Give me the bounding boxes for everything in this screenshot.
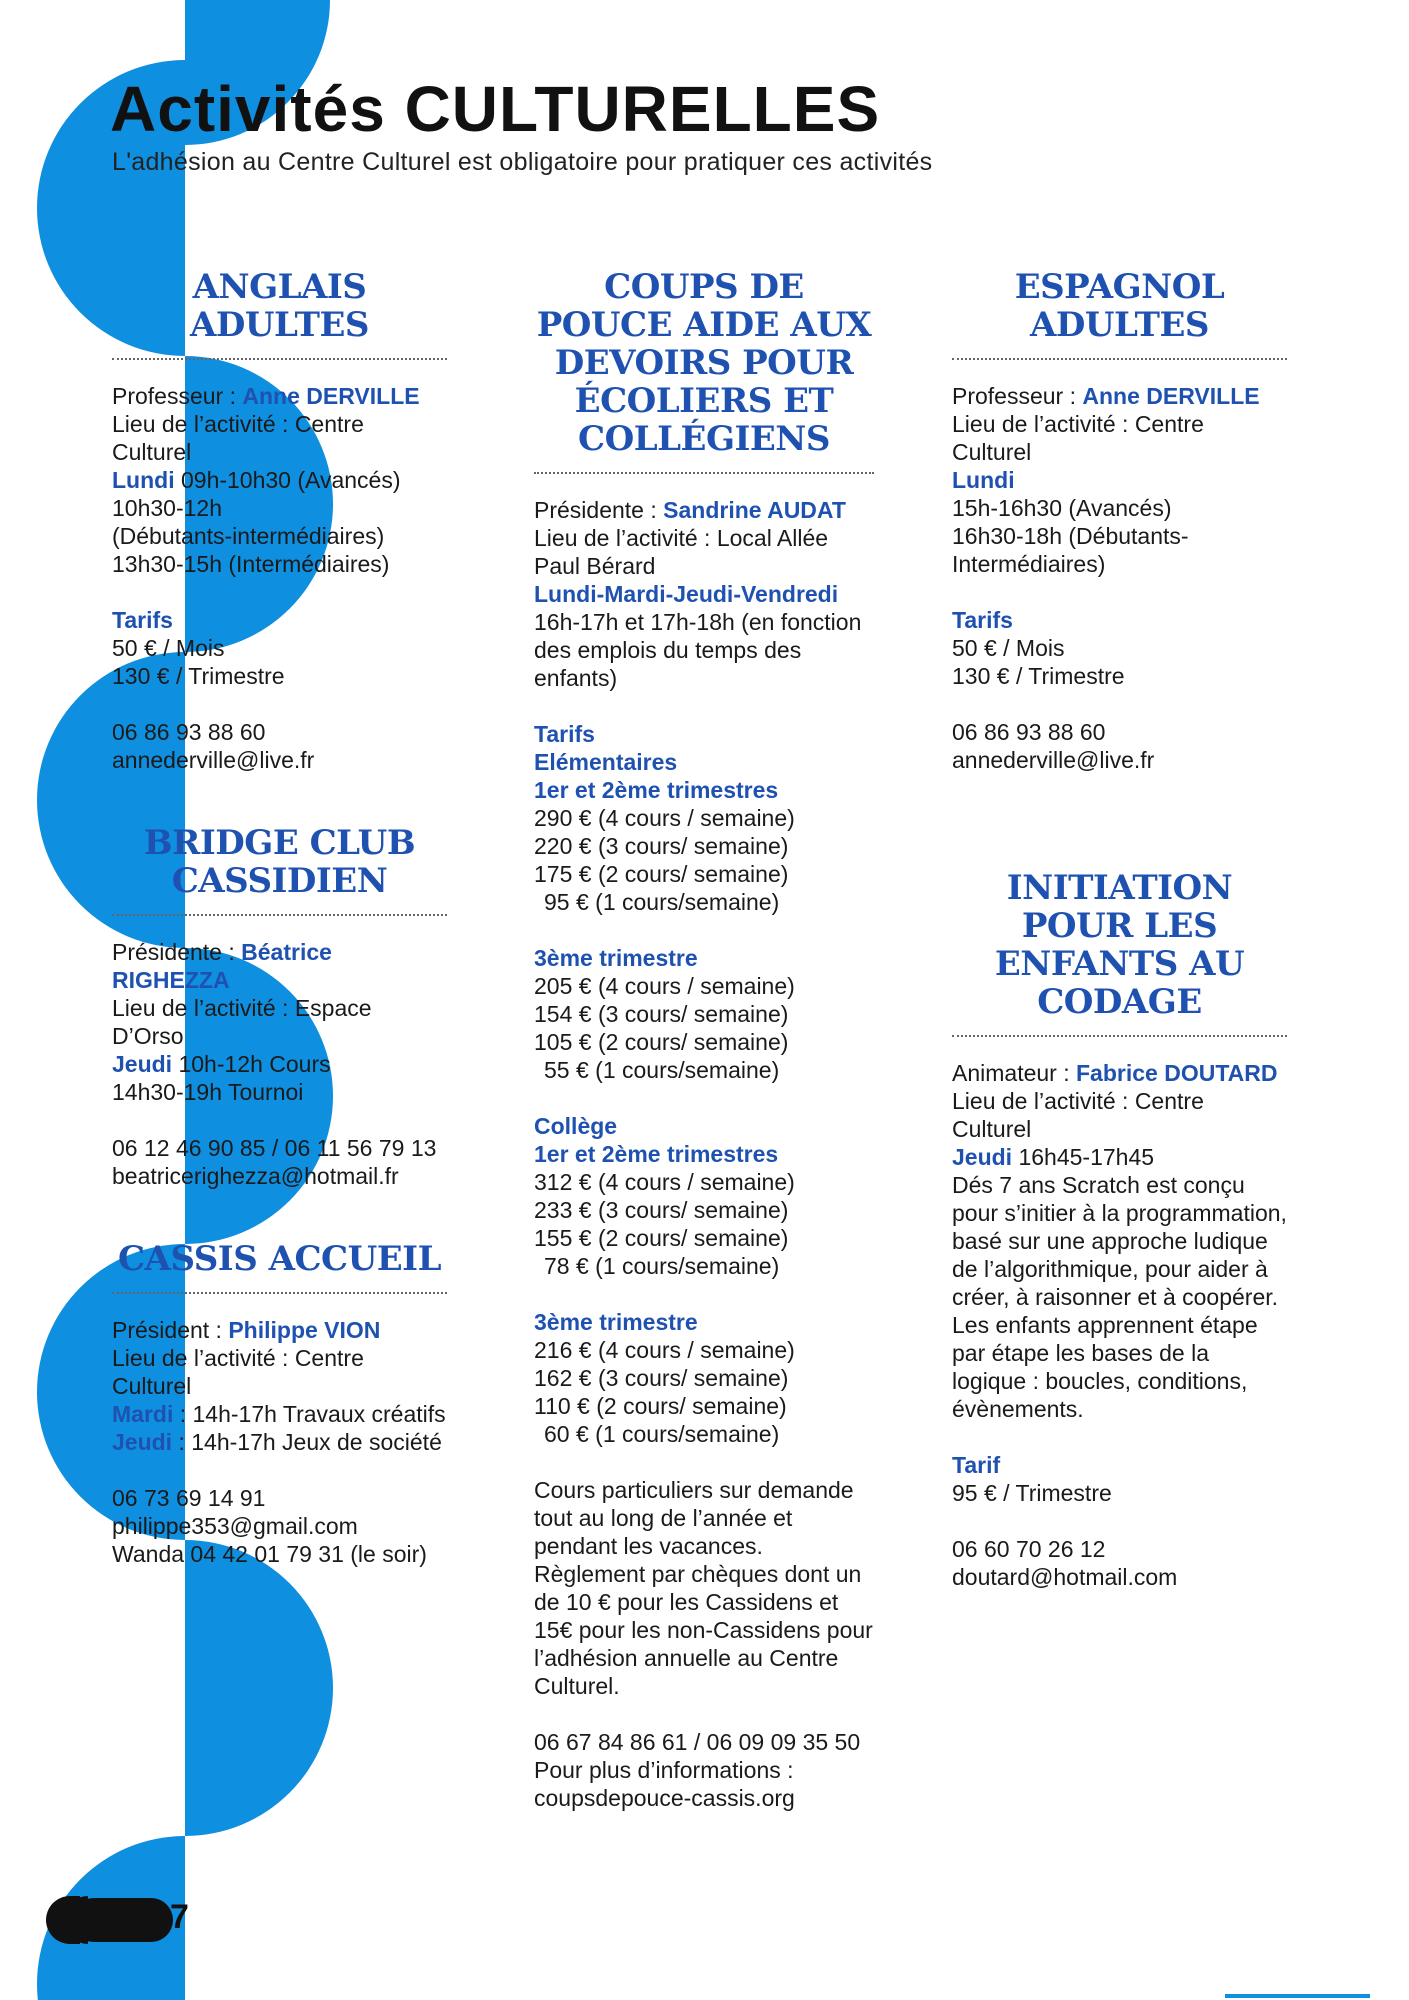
email: annederville@live.fr <box>952 747 1155 773</box>
section-title: ANGLAIS ADULTES <box>112 268 447 360</box>
price-line: 233 € (3 cours/ semaine) <box>534 1197 789 1223</box>
phone: 06 60 70 26 12 <box>952 1536 1106 1562</box>
price-line: 60 € (1 cours/semaine) <box>544 1421 780 1447</box>
pres-name: Béatrice RIGHEZZA <box>112 939 332 993</box>
tarif: 130 € / Trimestre <box>952 663 1125 689</box>
college-label: Collège <box>534 1113 618 1139</box>
phone: 06 67 84 86 61 / 06 09 09 35 50 <box>534 1729 861 1755</box>
logo-icon <box>46 1896 173 1944</box>
pres-label: Président : <box>112 1317 229 1343</box>
tarif: 50 € / Mois <box>952 635 1065 661</box>
pres-name: Philippe VION <box>228 1317 381 1343</box>
schedule-line: 13h30-15h (Intermédiaires) <box>112 551 390 577</box>
page-subtitle: L'adhésion au Centre Culturel est obligatoire pour pratiquer ces activités <box>112 148 933 176</box>
price-line: 216 € (4 cours / semaine) <box>534 1337 795 1363</box>
email: doutard@hotmail.com <box>952 1564 1178 1590</box>
section-title: INITIATION POUR LES ENFANTS AU CODAGE <box>952 869 1287 1037</box>
day: Mardi <box>112 1401 174 1427</box>
price-line: 105 € (2 cours/ semaine) <box>534 1029 789 1055</box>
day: Jeudi <box>112 1429 173 1455</box>
section-title: CASSIS ACCUEIL <box>112 1240 447 1294</box>
lieu: Lieu de l’activité : Centre Culturel <box>952 411 1204 465</box>
prof-label: Professeur : <box>952 383 1083 409</box>
footer-accent-line <box>1225 1994 1370 1998</box>
trimester-label: 3ème trimestre <box>534 945 698 971</box>
schedule-line: 14h30-19h Tournoi <box>112 1079 304 1105</box>
price-line: 312 € (4 cours / semaine) <box>534 1169 795 1195</box>
day: Lundi <box>112 467 175 493</box>
section-title: ESPAGNOL ADULTES <box>952 268 1287 360</box>
email: annederville@live.fr <box>112 747 315 773</box>
schedule-line: (Débutants-intermédiaires) <box>112 523 385 549</box>
schedule-line: : 14h-17h Travaux créatifs <box>173 1401 446 1427</box>
cassis-section <box>112 1240 447 1568</box>
day: Jeudi <box>952 1144 1013 1170</box>
pres-label: Présidente : <box>112 939 242 965</box>
trimester-label: 1er et 2ème trimestres <box>534 1141 779 1167</box>
prof-name: Anne DERVILLE <box>242 383 420 409</box>
elementaires-label: Elémentaires <box>534 749 678 775</box>
price-line: 154 € (3 cours/ semaine) <box>534 1001 789 1027</box>
tarifs-label: Tarifs <box>112 607 173 633</box>
phone: 06 86 93 88 60 <box>952 719 1106 745</box>
lieu: Lieu de l’activité : Espace D’Orso <box>112 995 372 1049</box>
tarifs-label: Tarifs <box>534 721 595 747</box>
price-line: 55 € (1 cours/semaine) <box>544 1057 780 1083</box>
extra-contact: Wanda 04 42 01 79 31 (le soir) <box>112 1541 427 1567</box>
page-number: 7 <box>170 1898 189 1936</box>
schedule-line: 10h30-12h <box>112 495 222 521</box>
tarif: 130 € / Trimestre <box>112 663 285 689</box>
prof-name: Anne DERVILLE <box>1082 383 1260 409</box>
lieu: Lieu de l’activité : Local Allée Paul Bérard <box>534 525 829 579</box>
phone: 06 73 69 14 91 <box>112 1485 266 1511</box>
page-title: Activités CULTURELLES <box>110 73 881 145</box>
day: Lundi <box>952 467 1015 493</box>
right-column <box>952 268 1287 1631</box>
days: Lundi-Mardi-Jeudi-Vendredi <box>534 581 839 607</box>
hours: 16h-17h et 17h-18h (en fonction des emplois du temps des enfants) <box>534 609 862 691</box>
left-column <box>112 268 447 1608</box>
tarif: 95 € / Trimestre <box>952 1480 1112 1506</box>
price-line: 220 € (3 cours/ semaine) <box>534 833 789 859</box>
espagnol-section <box>952 268 1287 774</box>
schedule-line: 16h30-18h (Débutants-Intermédiaires) <box>952 523 1189 577</box>
email: beatricerighezza@hotmail.fr <box>112 1163 399 1189</box>
info-label: Pour plus d’informations : <box>534 1757 794 1783</box>
pres-name: Sandrine AUDAT <box>663 497 846 523</box>
price-line: 205 € (4 cours / semaine) <box>534 973 795 999</box>
email: philippe353@gmail.com <box>112 1513 358 1539</box>
schedule-line: 15h-16h30 (Avancés) <box>952 495 1172 521</box>
middle-column <box>534 268 874 1852</box>
price-line: 155 € (2 cours/ semaine) <box>534 1225 789 1251</box>
price-line: 175 € (2 cours/ semaine) <box>534 861 789 887</box>
anim-name: Fabrice DOUTARD <box>1076 1060 1278 1086</box>
schedule-line: : 14h-17h Jeux de société <box>172 1429 442 1455</box>
schedule-line: 10h-12h Cours <box>172 1051 331 1077</box>
lieu: Lieu de l’activité : Centre Culturel <box>112 1345 364 1399</box>
price-line: 290 € (4 cours / semaine) <box>534 805 795 831</box>
price-line: 78 € (1 cours/semaine) <box>544 1253 780 1279</box>
codage-section <box>952 869 1287 1591</box>
hours: 16h45-17h45 <box>1012 1144 1155 1170</box>
tarif: 50 € / Mois <box>112 635 225 661</box>
reglement-note: Règlement par chèques dont un de 10 € pour les Cassidens et 15€ pour les non-Cassidens pour l’adhésion annuelle au Centre Culturel. <box>534 1561 873 1699</box>
price-line: 162 € (3 cours/ semaine) <box>534 1365 789 1391</box>
day: Jeudi <box>112 1051 173 1077</box>
lieu: Lieu de l’activité : Centre Culturel <box>112 411 364 465</box>
tarif-label: Tarif <box>952 1452 1001 1478</box>
phone: 06 86 93 88 60 <box>112 719 266 745</box>
tarifs-label: Tarifs <box>952 607 1013 633</box>
particuliers-note: Cours particuliers sur demande tout au long de l’année et pendant les vacances. <box>534 1477 854 1559</box>
pres-label: Présidente : <box>534 497 664 523</box>
website-link[interactable]: coupsdepouce-cassis.org <box>534 1785 795 1811</box>
trimester-label: 3ème trimestre <box>534 1309 698 1335</box>
trimester-label: 1er et 2ème trimestres <box>534 777 779 803</box>
lieu: Lieu de l’activité : Centre Culturel <box>952 1088 1204 1142</box>
schedule-line: 09h-10h30 (Avancés) <box>174 467 401 493</box>
section-title: COUPS DE POUCE AIDE AUX DEVOIRS POUR ÉCOLIERS ET COLLÉGIENS <box>534 268 874 474</box>
price-line: 95 € (1 cours/semaine) <box>544 889 780 915</box>
description: Dés 7 ans Scratch est conçu pour s’initier à la programmation, basé sur une approche ludique de l’algorithmique, pour aider à créer, à raisonner et à coopérer. Les enfants apprennent étape par étape les bases de la logique : boucles, conditions, évènements. <box>952 1172 1287 1422</box>
anim-label: Animateur : <box>952 1060 1076 1086</box>
anglais-section <box>112 268 447 774</box>
coups-section <box>534 268 874 1812</box>
price-line: 110 € (2 cours/ semaine) <box>534 1393 787 1419</box>
prof-label: Professeur : <box>112 383 243 409</box>
phone: 06 12 46 90 85 / 06 11 56 79 13 <box>112 1135 437 1161</box>
bridge-section <box>112 824 447 1190</box>
section-title: BRIDGE CLUB CASSIDIEN <box>112 824 447 916</box>
